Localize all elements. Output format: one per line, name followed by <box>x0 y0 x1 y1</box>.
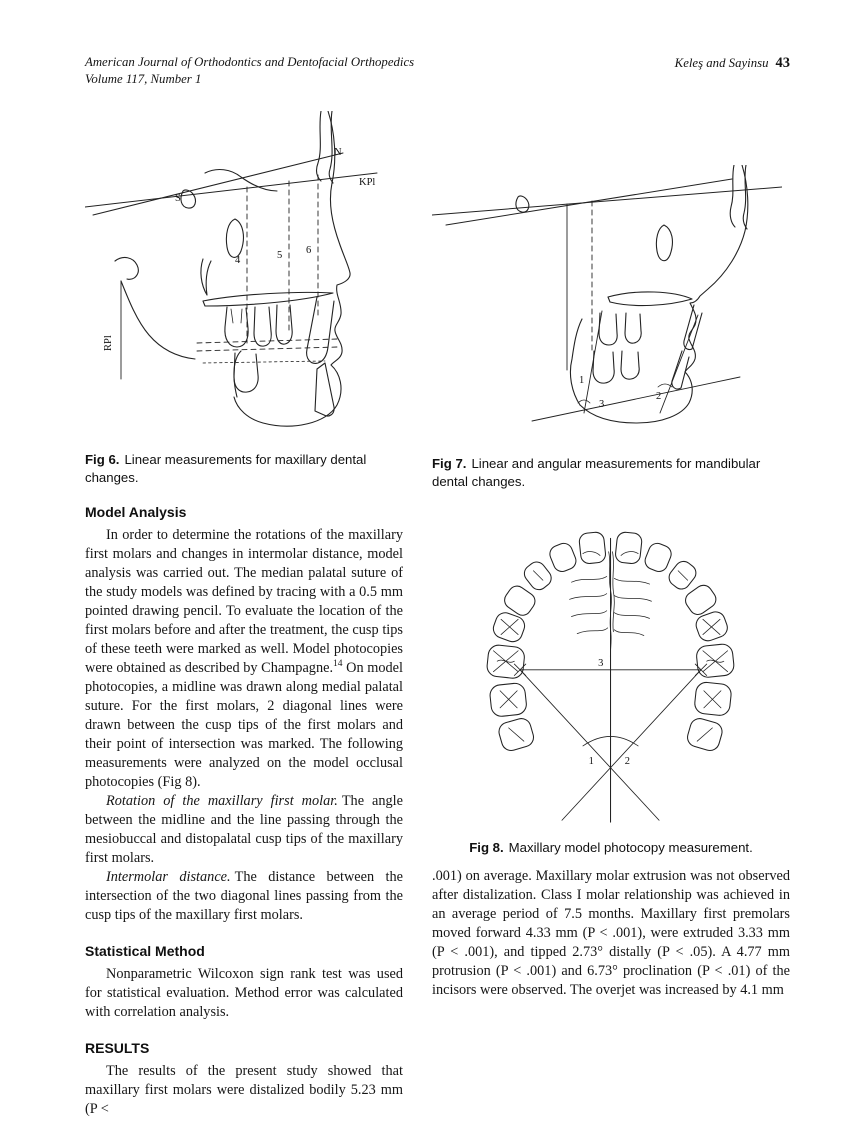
fig6-label-5: 5 <box>277 250 283 262</box>
fig8-label-2: 2 <box>624 756 631 768</box>
fig8-caption-label: Fig 8. <box>469 840 504 856</box>
fig7-caption <box>432 455 790 490</box>
fig6-caption-text: Linear measurements for maxillary dental changes. <box>85 452 367 485</box>
model-analysis-heading: Model Analysis <box>85 504 187 521</box>
intermolar-paragraph <box>85 868 403 925</box>
statistical-method-paragraph: Nonparametric Wilcoxon sign rank test was used for statistical evaluation. Method error was calculated with correlation analysis. <box>85 966 403 1021</box>
page-number: 43 <box>775 55 790 71</box>
journal-issue: Volume 117, Number 1 <box>85 71 202 86</box>
figure-7 <box>432 165 790 490</box>
figure-8 <box>432 506 790 856</box>
fig7-label-1: 1 <box>579 375 585 387</box>
para1-text-cont: On model photocopies, a midline was drawn along medial palatal suture. For the first molars, 2 diagonal lines were drawn between the cusp tips of the first molars and their point of intersection was marked. The following measurements were analyzed on the model occlusal photocopies (Fig 8). <box>85 660 403 791</box>
rotation-text: The angle between the midline and the line passing through the mesiobuccal and distopalatal cusp tips of the maxillary first molars. <box>85 793 403 867</box>
results-paragraph-left: The results of the present study showed that maxillary first molars were distalized bodily 5.23 mm (P < <box>85 1063 403 1118</box>
results-paragraph-right: .001) on average. Maxillary molar extrusion was not observed after distalization. Class I molar relationship was achieved in an average period of 7.5 months. Maxillary first premolars moved forward 4.33 mm (P < .001), were extruded 3.33 mm (P < .001), and tipped 2.73° distally (P < .05). A 4.77 mm protrusion (P < .001) and 6.73° proclination (P < .01) of the incisors were observed. The overjet was increased by 4.1 mm <box>432 867 790 998</box>
fig7-cephalometric-tracing <box>432 165 782 445</box>
fig7-caption-label: Fig 7. <box>432 456 467 472</box>
fig8-occlusal-model-diagram <box>461 506 761 825</box>
fig8-label-1: 1 <box>588 756 594 768</box>
fig6-label-6: 6 <box>306 245 312 257</box>
results-heading: RESULTS <box>85 1040 150 1057</box>
rotation-paragraph <box>85 792 403 868</box>
intermolar-lead: Intermolar distance. <box>106 869 231 886</box>
fig8-caption-text: Maxillary model photocopy measurement. <box>508 840 753 856</box>
fig8-caption <box>432 839 790 856</box>
rotation-lead: Rotation of the maxillary first molar. <box>106 793 338 810</box>
fig6-caption-label: Fig 6. <box>85 452 120 468</box>
fig8-label-3: 3 <box>598 658 604 670</box>
fig6-label-kpl: KPl <box>359 177 376 189</box>
statistical-method-heading: Statistical Method <box>85 943 205 960</box>
intermolar-text: The distance between the intersection of the two diagonal lines passing from the cusp tips of the maxillary first molars. <box>85 869 404 924</box>
citation-ref-14: 14 <box>333 659 343 670</box>
fig6-label-4: 4 <box>235 255 241 267</box>
fig7-caption-text: Linear and angular measurements for mandibular dental changes. <box>432 456 761 489</box>
fig6-cephalometric-tracing <box>85 111 387 441</box>
journal-title: American Journal of Orthodontics and Dentofacial Orthopedics <box>85 55 415 69</box>
right-column <box>432 111 790 1119</box>
fig6-label-n: N <box>334 147 342 159</box>
fig7-label-2: 2 <box>656 391 662 403</box>
fig6-label-s: S <box>175 193 181 205</box>
two-column-layout <box>85 111 790 1119</box>
journal-header <box>85 54 414 87</box>
fig6-label-rpl: RPl <box>103 335 114 352</box>
figure-6 <box>85 111 403 486</box>
model-analysis-paragraph <box>85 526 403 792</box>
page-header <box>85 54 790 87</box>
fig7-label-3: 3 <box>599 399 605 411</box>
para1-text: In order to determine the rotations of the maxillary first molars and changes in intermolar distance, model analysis was carried out. The median palatal suture of the study models was defined by tracing with a 0.5 mm pointed drawing pencil. To evaluate the location of the first molars before and after the treatment, the cusp tips of these teeth were marked as well. Model photocopies were obtained as described by Champagne. <box>85 527 403 677</box>
left-column <box>85 111 403 1119</box>
authors: Keleş and Sayinsu <box>674 56 769 70</box>
running-head-right <box>675 54 790 73</box>
fig6-caption <box>85 451 403 486</box>
